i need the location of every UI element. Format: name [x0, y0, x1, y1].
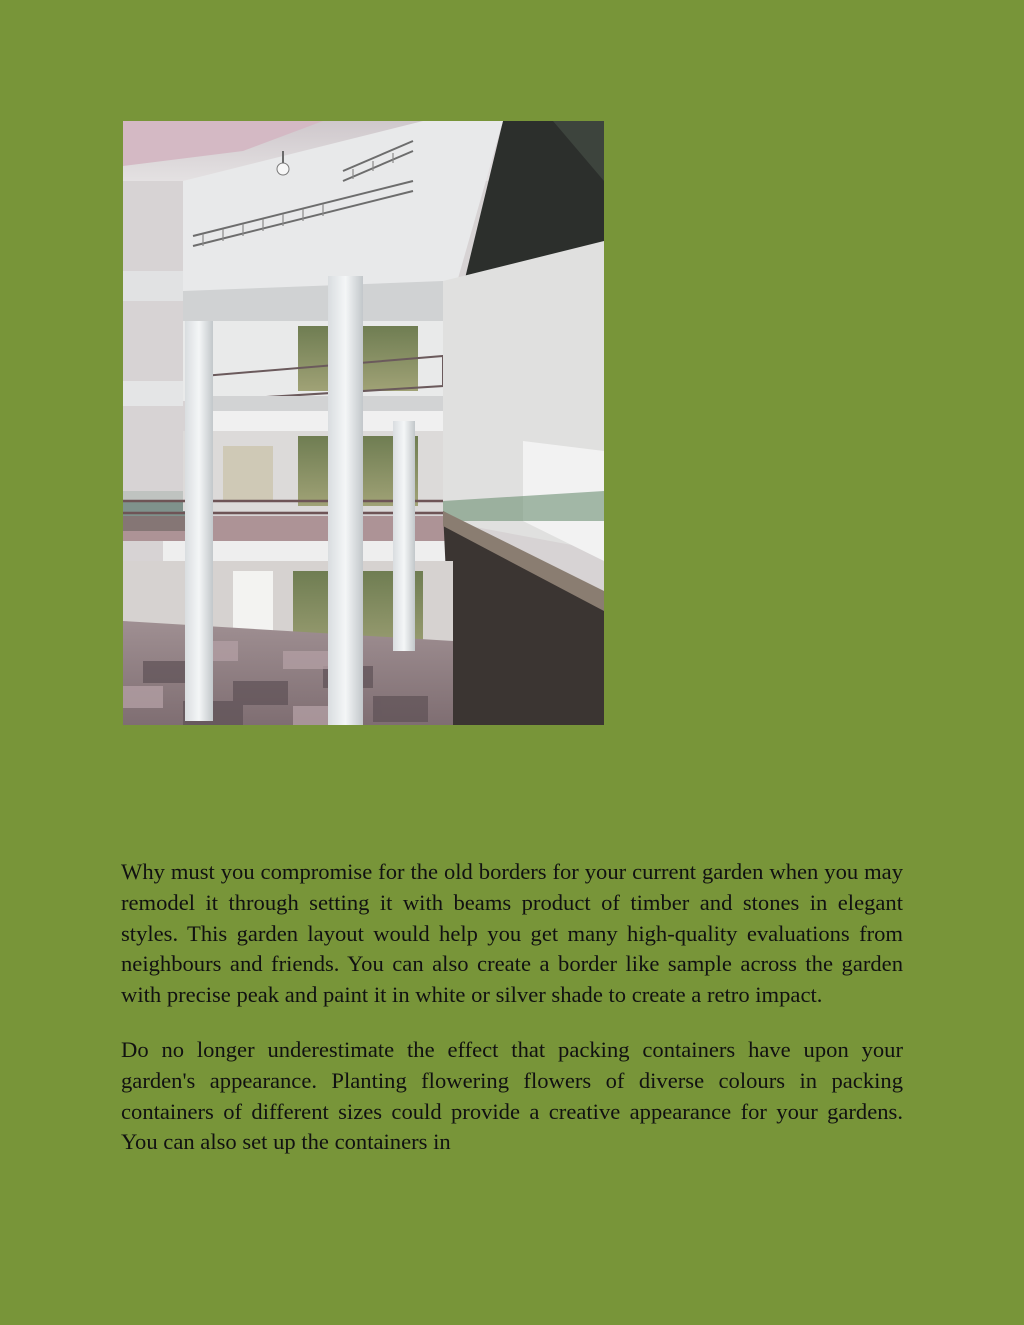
atrium-illustration [123, 121, 604, 725]
article-text [121, 857, 903, 1182]
paragraph: Do no longer underestimate the effect that packing containers have upon your garden's appearance. Planting flowering flowers of diverse colours in packing containers of different sizes could provide a creative appearance for your gardens. You can also set up the containers in [121, 1036, 903, 1155]
atrium-photo [123, 121, 604, 725]
paragraph: Why must you compromise for the old borders for your current garden when you may remodel it through setting it with beams product of timber and stones in elegant styles. This garden layout would help you get many high-quality evaluations from neighbours and friends. You can also create a border like sample across the garden with precise peak and paint it in white or silver shade to create a retro impact. [121, 859, 903, 1008]
